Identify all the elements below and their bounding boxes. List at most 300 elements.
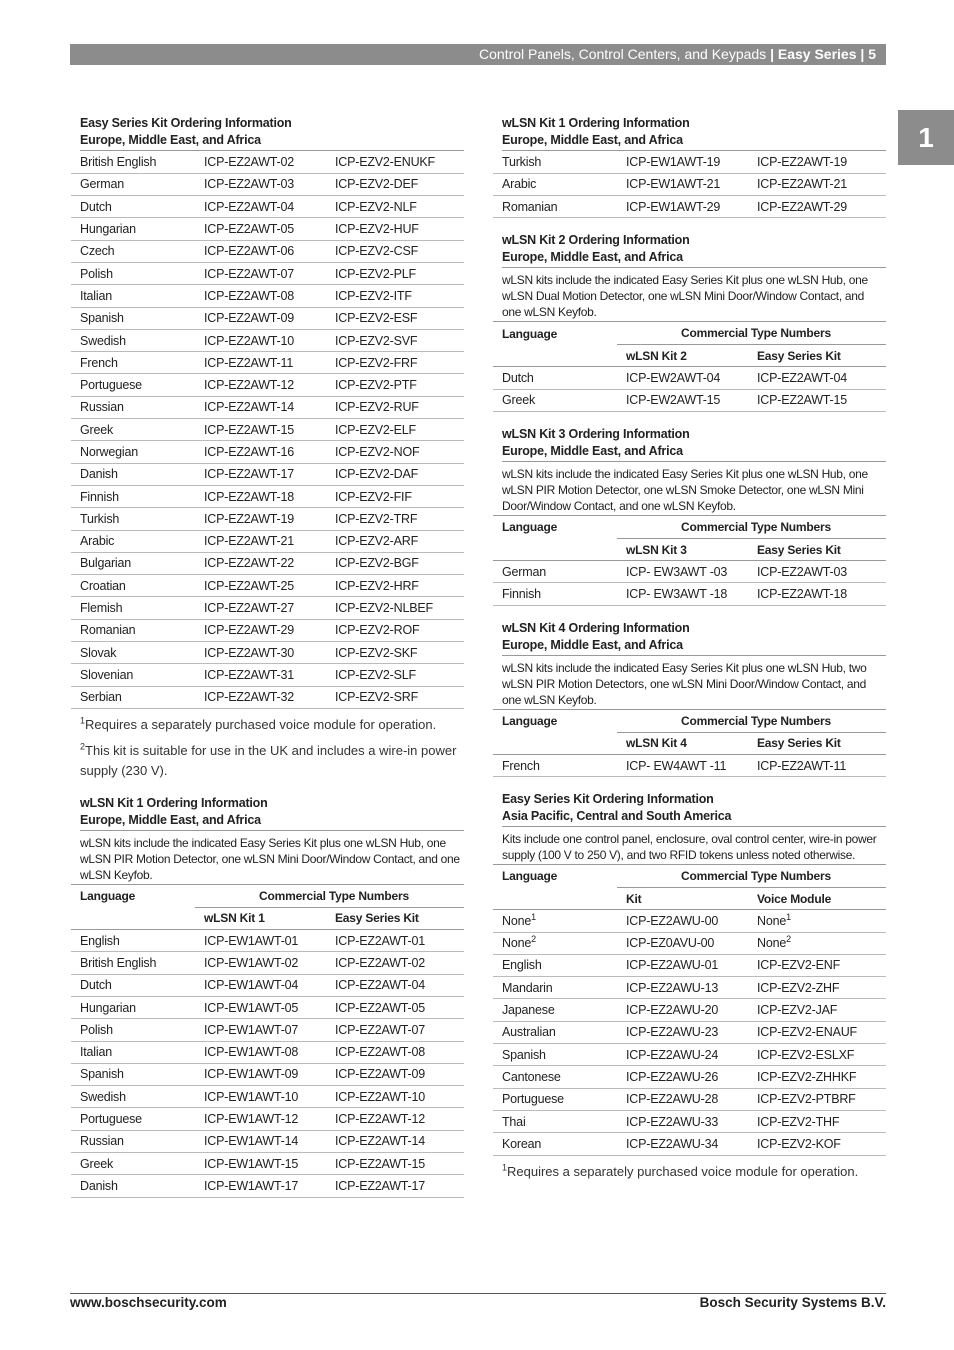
cell-second-number: ICP-EZV2-NOF — [326, 441, 464, 463]
table-row — [493, 389, 886, 411]
cell-second-number: ICP-EZV2-HRF — [326, 575, 464, 597]
table-row — [493, 954, 886, 976]
col-group: Commercial Type Numbers — [617, 710, 886, 732]
cell-language: Greek — [71, 1152, 195, 1174]
cell-text: Australian — [502, 1025, 556, 1040]
table-row — [71, 952, 464, 974]
cell-kit-number: ICP-EZ2AWT-19 — [195, 508, 326, 530]
cell-language: Slovak — [71, 642, 195, 664]
table-row — [71, 575, 464, 597]
cell-language: Czech — [71, 240, 195, 262]
section-description: wLSN kits include the indicated Easy Series Kit plus one wLSN Hub, one wLSN Dual Motion Detector, one wLSN Mini Door/Window Contact, and one wLSN Keyfob. — [493, 268, 886, 322]
col-blank — [493, 887, 617, 909]
cell-second-number: ICP-EZ2AWT-19 — [748, 151, 886, 173]
cell-kit-number: ICP-EZ2AWT-05 — [195, 218, 326, 240]
cell-text: ICP-EZV2-PTBRF — [757, 1092, 856, 1107]
table-row — [493, 1110, 886, 1132]
cell-language: Serbian — [71, 686, 195, 708]
cell-language: Croatian — [71, 575, 195, 597]
cell-language: Polish — [71, 1019, 195, 1041]
title-line-1: wLSN Kit 1 Ordering Information — [502, 116, 690, 130]
cell-language: Spanish — [71, 1063, 195, 1085]
table-row — [71, 1108, 464, 1130]
footnote-marker: 2 — [80, 741, 86, 752]
col-easy-kit: Easy Series Kit — [748, 732, 886, 754]
col-kit: Kit — [617, 887, 748, 909]
col-language: Language — [502, 869, 558, 884]
title-line-1: wLSN Kit 1 Ordering Information — [80, 795, 268, 810]
cell-text: ICP-EZV2-ESLXF — [757, 1047, 855, 1062]
footnote-marker: 1 — [531, 911, 536, 922]
table-row — [71, 262, 464, 284]
cell-language: English — [71, 930, 195, 952]
col-blank — [493, 732, 617, 754]
cell-language: Dutch — [493, 367, 617, 389]
cell-language: Greek — [493, 389, 617, 411]
table-row — [71, 974, 464, 996]
cell-language: Italian — [71, 1041, 195, 1063]
cell-second-number: ICP-EZV2-BGF — [326, 552, 464, 574]
cell-voice-module — [748, 1088, 886, 1110]
cell-text: ICP-EZV2-ENAUF — [757, 1025, 857, 1040]
cell-second-number: ICP-EZV2-SKF — [326, 642, 464, 664]
cell-language: Polish — [71, 262, 195, 284]
footnote-1 — [493, 1162, 886, 1182]
cell-language — [493, 910, 617, 932]
col-language: Language — [502, 326, 558, 341]
left-column — [71, 115, 464, 1198]
cell-kit-number: ICP-EW1AWT-17 — [195, 1175, 326, 1197]
table-row — [71, 642, 464, 664]
cell-second-number: ICP-EZV2-ESF — [326, 307, 464, 329]
cell-language — [493, 932, 617, 954]
col-group: Commercial Type Numbers — [195, 885, 464, 907]
title-line-1: Easy Series Kit Ordering Information — [502, 792, 714, 807]
cell-text: ICP-EZ2AWU-33 — [626, 1114, 719, 1129]
table-row — [71, 530, 464, 552]
cell-kit-number — [617, 977, 748, 999]
easy-kit-emea-table — [71, 151, 464, 709]
cell-language — [493, 1021, 617, 1043]
cell-text: None — [757, 913, 787, 928]
cell-language — [493, 999, 617, 1021]
cell-kit-number: ICP-EZ2AWT-09 — [195, 307, 326, 329]
cell-language: Spanish — [71, 307, 195, 329]
cell-kit-number: ICP- EW3AWT -03 — [617, 561, 748, 583]
cell-language — [493, 1133, 617, 1155]
page-header — [70, 44, 886, 65]
table-row — [493, 583, 886, 605]
cell-text: ICP-EZ2AWU-34 — [626, 1136, 719, 1151]
cell-second-number: ICP-EZV2-SLF — [326, 664, 464, 686]
cell-text: ICP-EZV2-THF — [757, 1114, 840, 1129]
title-line-2: Europe, Middle East, and Africa — [502, 249, 886, 268]
section-title — [493, 426, 886, 462]
cell-kit-number: ICP-EW1AWT-05 — [195, 996, 326, 1018]
table-row — [493, 910, 886, 932]
cell-kit-number: ICP-EZ2AWT-25 — [195, 575, 326, 597]
cell-second-number: ICP-EZ2AWT-08 — [326, 1041, 464, 1063]
section-description: wLSN kits include the indicated Easy Series Kit plus one wLSN Hub, one wLSN PIR Motion Detector, one wLSN Smoke Detector, one wLSN Mini Door/Window Contact, and one wLSN Keyfob. — [493, 462, 886, 516]
cell-second-number: ICP-EZ2AWT-07 — [326, 1019, 464, 1041]
cell-text: ICP-EZV2-ENF — [757, 958, 841, 973]
cell-kit-number: ICP-EW1AWT-29 — [617, 196, 748, 218]
cell-voice-module — [748, 1066, 886, 1088]
footnote-marker: 1 — [502, 1162, 508, 1173]
cell-text: Spanish — [502, 1047, 546, 1062]
cell-kit-number: ICP-EZ2AWT-14 — [195, 396, 326, 418]
cell-second-number: ICP-EZV2-FRF — [326, 352, 464, 374]
cell-second-number: ICP-EZ2AWT-04 — [326, 974, 464, 996]
cell-kit-number — [617, 1110, 748, 1132]
col-easy-kit: Easy Series Kit — [748, 538, 886, 560]
cell-second-number: ICP-EZ2AWT-05 — [326, 996, 464, 1018]
cell-language: Hungarian — [71, 218, 195, 240]
footnote-marker: 1 — [80, 715, 86, 726]
cell-kit-number: ICP-EZ2AWT-16 — [195, 441, 326, 463]
footnote-marker: 2 — [786, 934, 791, 945]
cell-second-number: ICP-EZ2AWT-01 — [326, 930, 464, 952]
col-kit: wLSN Kit 1 — [195, 907, 326, 929]
table-row — [71, 552, 464, 574]
table-row — [71, 307, 464, 329]
cell-second-number: ICP-EZ2AWT-14 — [326, 1130, 464, 1152]
table-row — [71, 1063, 464, 1085]
table-row — [493, 999, 886, 1021]
cell-language — [493, 954, 617, 976]
footnote-text: This kit is suitable for use in the UK and includes a wire-in power supply (230 V). — [80, 742, 457, 778]
cell-voice-module — [748, 954, 886, 976]
cell-kit-number: ICP-EZ2AWT-07 — [195, 262, 326, 284]
cell-second-number: ICP-EZ2AWT-15 — [748, 389, 886, 411]
cell-text: Thai — [502, 1114, 526, 1129]
cell-voice-module — [748, 977, 886, 999]
cell-second-number: ICP-EZ2AWT-11 — [748, 754, 886, 776]
cell-text: ICP-EZ2AWU-26 — [626, 1069, 719, 1084]
col-blank — [71, 907, 195, 929]
title-line-2: Europe, Middle East, and Africa — [80, 132, 464, 151]
cell-kit-number — [617, 954, 748, 976]
cell-language: Slovenian — [71, 664, 195, 686]
table-row — [493, 367, 886, 389]
cell-kit-number: ICP-EW1AWT-21 — [617, 173, 748, 195]
cell-language: Romanian — [493, 196, 617, 218]
table-row — [493, 1088, 886, 1110]
col-blank — [493, 345, 617, 367]
table-body — [493, 910, 886, 1155]
table-body — [493, 367, 886, 412]
cell-kit-number: ICP-EW2AWT-04 — [617, 367, 748, 389]
table-row — [71, 374, 464, 396]
col-easy-kit: Easy Series Kit — [326, 907, 464, 929]
cell-language: Portuguese — [71, 1108, 195, 1130]
cell-second-number: ICP-EZV2-ENUKF — [326, 151, 464, 173]
cell-second-number: ICP-EZV2-ROF — [326, 619, 464, 641]
table-row — [71, 1041, 464, 1063]
cell-text: ICP-EZ2AWU-01 — [626, 958, 719, 973]
cell-second-number: ICP-EZV2-PTF — [326, 374, 464, 396]
cell-text: ICP-EZ2AWU-20 — [626, 1003, 719, 1018]
cell-voice-module — [748, 1044, 886, 1066]
cell-kit-number: ICP-EZ2AWT-04 — [195, 196, 326, 218]
cell-language: German — [71, 173, 195, 195]
title-line-2: Europe, Middle East, and Africa — [502, 443, 886, 462]
section-title — [493, 791, 886, 827]
cell-voice-module — [748, 932, 886, 954]
cell-kit-number: ICP-EZ2AWT-30 — [195, 642, 326, 664]
cell-voice-module — [748, 910, 886, 932]
col-voice-module: Voice Module — [748, 887, 886, 909]
cell-text: ICP-EZV2-KOF — [757, 1136, 841, 1151]
table-row — [71, 1019, 464, 1041]
cell-kit-number: ICP-EZ2AWT-15 — [195, 419, 326, 441]
cell-kit-number: ICP-EZ2AWT-11 — [195, 352, 326, 374]
cell-second-number: ICP-EZV2-PLF — [326, 262, 464, 284]
cell-second-number: ICP-EZV2-RUF — [326, 396, 464, 418]
cell-kit-number: ICP-EZ2AWT-03 — [195, 173, 326, 195]
cell-kit-number — [617, 1088, 748, 1110]
title-line-2: Asia Pacific, Central and South America — [502, 808, 886, 827]
table-row — [71, 173, 464, 195]
cell-voice-module — [748, 999, 886, 1021]
cell-language: French — [71, 352, 195, 374]
table-row — [71, 441, 464, 463]
cell-second-number: ICP-EZV2-DAF — [326, 463, 464, 485]
cell-kit-number: ICP-EZ2AWT-12 — [195, 374, 326, 396]
cell-kit-number: ICP-EW1AWT-02 — [195, 952, 326, 974]
cell-language — [493, 1088, 617, 1110]
section-title — [71, 115, 464, 151]
cell-kit-number: ICP-EW1AWT-09 — [195, 1063, 326, 1085]
cell-kit-number: ICP-EW1AWT-19 — [617, 151, 748, 173]
cell-voice-module — [748, 1021, 886, 1043]
cell-second-number: ICP-EZ2AWT-09 — [326, 1063, 464, 1085]
table-row — [71, 508, 464, 530]
table-row — [493, 196, 886, 218]
cell-second-number: ICP-EZV2-HUF — [326, 218, 464, 240]
cell-second-number: ICP-EZV2-ITF — [326, 285, 464, 307]
cell-voice-module — [748, 1110, 886, 1132]
cell-kit-number: ICP-EW1AWT-01 — [195, 930, 326, 952]
wlsn-kit1-table — [71, 885, 464, 1198]
cell-second-number: ICP-EZ2AWT-02 — [326, 952, 464, 974]
section-description: wLSN kits include the indicated Easy Series Kit plus one wLSN Hub, two wLSN PIR Motion Detectors, one wLSN Mini Door/Window Contact, and one wLSN Keyfob. — [493, 656, 886, 710]
table-row — [71, 218, 464, 240]
cell-language: Arabic — [71, 530, 195, 552]
col-group: Commercial Type Numbers — [617, 865, 886, 887]
cell-kit-number — [617, 999, 748, 1021]
cell-kit-number — [617, 1133, 748, 1155]
cell-kit-number: ICP-EZ2AWT-02 — [195, 151, 326, 173]
easy-kit-apac-table — [493, 865, 886, 1155]
table-row — [71, 664, 464, 686]
table-body — [493, 561, 886, 606]
cell-language: Turkish — [493, 151, 617, 173]
cell-language: Romanian — [71, 619, 195, 641]
cell-language: British English — [71, 952, 195, 974]
cell-kit-number — [617, 1021, 748, 1043]
cell-language: Turkish — [71, 508, 195, 530]
cell-second-number: ICP-EZ2AWT-15 — [326, 1152, 464, 1174]
table-row — [71, 396, 464, 418]
table-row — [493, 1021, 886, 1043]
table-row — [71, 463, 464, 485]
cell-second-number: ICP-EZ2AWT-04 — [748, 367, 886, 389]
table-row — [493, 561, 886, 583]
table-row — [493, 1133, 886, 1155]
cell-language: Russian — [71, 1130, 195, 1152]
cell-language: Portuguese — [71, 374, 195, 396]
cell-kit-number: ICP- EW3AWT -18 — [617, 583, 748, 605]
cell-second-number: ICP-EZ2AWT-18 — [748, 583, 886, 605]
cell-voice-module — [748, 1133, 886, 1155]
table-body — [493, 754, 886, 776]
col-group: Commercial Type Numbers — [617, 322, 886, 344]
cell-language: Finnish — [493, 583, 617, 605]
footer-website: www.boschsecurity.com — [70, 1295, 227, 1310]
cell-kit-number: ICP- EW4AWT -11 — [617, 754, 748, 776]
title-line-2: Europe, Middle East, and Africa — [80, 812, 464, 831]
cell-kit-number: ICP-EW1AWT-10 — [195, 1086, 326, 1108]
cell-kit-number: ICP-EZ2AWT-08 — [195, 285, 326, 307]
cell-language: French — [493, 754, 617, 776]
cell-kit-number — [617, 1066, 748, 1088]
section-title — [493, 620, 886, 656]
cell-text: Korean — [502, 1136, 542, 1151]
cell-text: ICP-EZ2AWU-23 — [626, 1025, 719, 1040]
cell-language: Italian — [71, 285, 195, 307]
cell-second-number: ICP-EZ2AWT-12 — [326, 1108, 464, 1130]
cell-language — [493, 977, 617, 999]
footer-company: Bosch Security Systems B.V. — [699, 1295, 886, 1310]
right-column — [493, 115, 886, 1182]
cell-kit-number: ICP-EZ2AWT-22 — [195, 552, 326, 574]
col-kit: wLSN Kit 3 — [617, 538, 748, 560]
title-line-1: Easy Series Kit Ordering Information — [80, 116, 292, 130]
cell-text: ICP-EZ2AWU-00 — [626, 913, 719, 928]
cell-kit-number — [617, 1044, 748, 1066]
cell-second-number: ICP-EZ2AWT-03 — [748, 561, 886, 583]
cell-kit-number: ICP-EW1AWT-08 — [195, 1041, 326, 1063]
section-title — [493, 115, 886, 151]
cell-text: None — [502, 936, 532, 951]
cell-second-number: ICP-EZ2AWT-21 — [748, 173, 886, 195]
cell-text: ICP-EZ0AVU-00 — [626, 936, 715, 951]
footnote-marker: 2 — [531, 934, 536, 945]
cell-kit-number — [617, 932, 748, 954]
table-row — [71, 285, 464, 307]
cell-language — [493, 1044, 617, 1066]
title-line-2: Europe, Middle East, and Africa — [502, 637, 886, 656]
cell-kit-number: ICP-EW2AWT-15 — [617, 389, 748, 411]
cell-language — [493, 1066, 617, 1088]
cell-language: Swedish — [71, 329, 195, 351]
col-easy-kit: Easy Series Kit — [748, 345, 886, 367]
col-kit: wLSN Kit 2 — [617, 345, 748, 367]
title-line-2: Europe, Middle East, and Africa — [502, 132, 886, 151]
cell-second-number: ICP-EZV2-SRF — [326, 686, 464, 708]
cell-language: Bulgarian — [71, 552, 195, 574]
cell-language — [493, 1110, 617, 1132]
table-row — [71, 1175, 464, 1197]
cell-language: Danish — [71, 1175, 195, 1197]
cell-kit-number: ICP-EZ2AWT-31 — [195, 664, 326, 686]
cell-language: Arabic — [493, 173, 617, 195]
cell-kit-number: ICP-EZ2AWT-21 — [195, 530, 326, 552]
cell-kit-number: ICP-EW1AWT-04 — [195, 974, 326, 996]
cell-second-number: ICP-EZV2-NLBEF — [326, 597, 464, 619]
wlsn-kit3-table — [493, 516, 886, 606]
table-row — [71, 240, 464, 262]
section-title — [493, 232, 886, 268]
cell-second-number: ICP-EZ2AWT-29 — [748, 196, 886, 218]
title-line-1: wLSN Kit 3 Ordering Information — [502, 427, 690, 442]
cell-language: Dutch — [71, 974, 195, 996]
wlsn-kit1-cont-table — [493, 151, 886, 218]
table-row — [71, 1086, 464, 1108]
cell-second-number: ICP-EZV2-CSF — [326, 240, 464, 262]
cell-second-number: ICP-EZV2-NLF — [326, 196, 464, 218]
table-row — [71, 196, 464, 218]
cell-second-number: ICP-EZ2AWT-10 — [326, 1086, 464, 1108]
cell-kit-number: ICP-EZ2AWT-27 — [195, 597, 326, 619]
cell-language: Danish — [71, 463, 195, 485]
cell-text: ICP-EZ2AWU-24 — [626, 1047, 719, 1062]
cell-kit-number: ICP-EZ2AWT-17 — [195, 463, 326, 485]
table-row — [71, 930, 464, 952]
table-row — [71, 485, 464, 507]
section-title — [71, 795, 464, 831]
cell-kit-number — [617, 910, 748, 932]
cell-second-number: ICP-EZV2-ELF — [326, 419, 464, 441]
title-line-1: wLSN Kit 4 Ordering Information — [502, 620, 690, 635]
table-row — [71, 686, 464, 708]
table-row — [493, 932, 886, 954]
cell-text: ICP-EZ2AWU-13 — [626, 980, 719, 995]
cell-text: ICP-EZV2-ZHHKF — [757, 1069, 857, 1084]
cell-text: ICP-EZ2AWU-28 — [626, 1092, 719, 1107]
table-body — [71, 930, 464, 1198]
cell-text: None — [757, 936, 787, 951]
col-group: Commercial Type Numbers — [617, 516, 886, 538]
cell-language: Greek — [71, 419, 195, 441]
cell-kit-number: ICP-EW1AWT-15 — [195, 1152, 326, 1174]
cell-language: Russian — [71, 396, 195, 418]
table-row — [493, 151, 886, 173]
footnote-text: Requires a separately purchased voice module for operation. — [507, 1163, 859, 1179]
wlsn-kit2-table — [493, 322, 886, 412]
table-row — [71, 1130, 464, 1152]
cell-kit-number: ICP-EW1AWT-07 — [195, 1019, 326, 1041]
cell-kit-number: ICP-EW1AWT-12 — [195, 1108, 326, 1130]
cell-text: Cantonese — [502, 1069, 561, 1084]
cell-text: Japanese — [502, 1003, 555, 1018]
table-row — [493, 754, 886, 776]
table-row — [71, 619, 464, 641]
wlsn-kit4-table — [493, 710, 886, 777]
table-body — [493, 151, 886, 218]
col-kit: wLSN Kit 4 — [617, 732, 748, 754]
footnote-text: Requires a separately purchased voice module for operation. — [85, 716, 437, 732]
cell-kit-number: ICP-EZ2AWT-10 — [195, 329, 326, 351]
section-description: Kits include one control panel, enclosure, oval control center, wire-in power supply (100 V to 250 V), and two RFID tokens unless noted otherwise. — [493, 827, 886, 865]
cell-second-number: ICP-EZV2-DEF — [326, 173, 464, 195]
table-row — [71, 597, 464, 619]
cell-kit-number: ICP-EZ2AWT-32 — [195, 686, 326, 708]
col-language: Language — [502, 713, 558, 728]
cell-language: Hungarian — [71, 996, 195, 1018]
cell-second-number: ICP-EZV2-FIF — [326, 485, 464, 507]
